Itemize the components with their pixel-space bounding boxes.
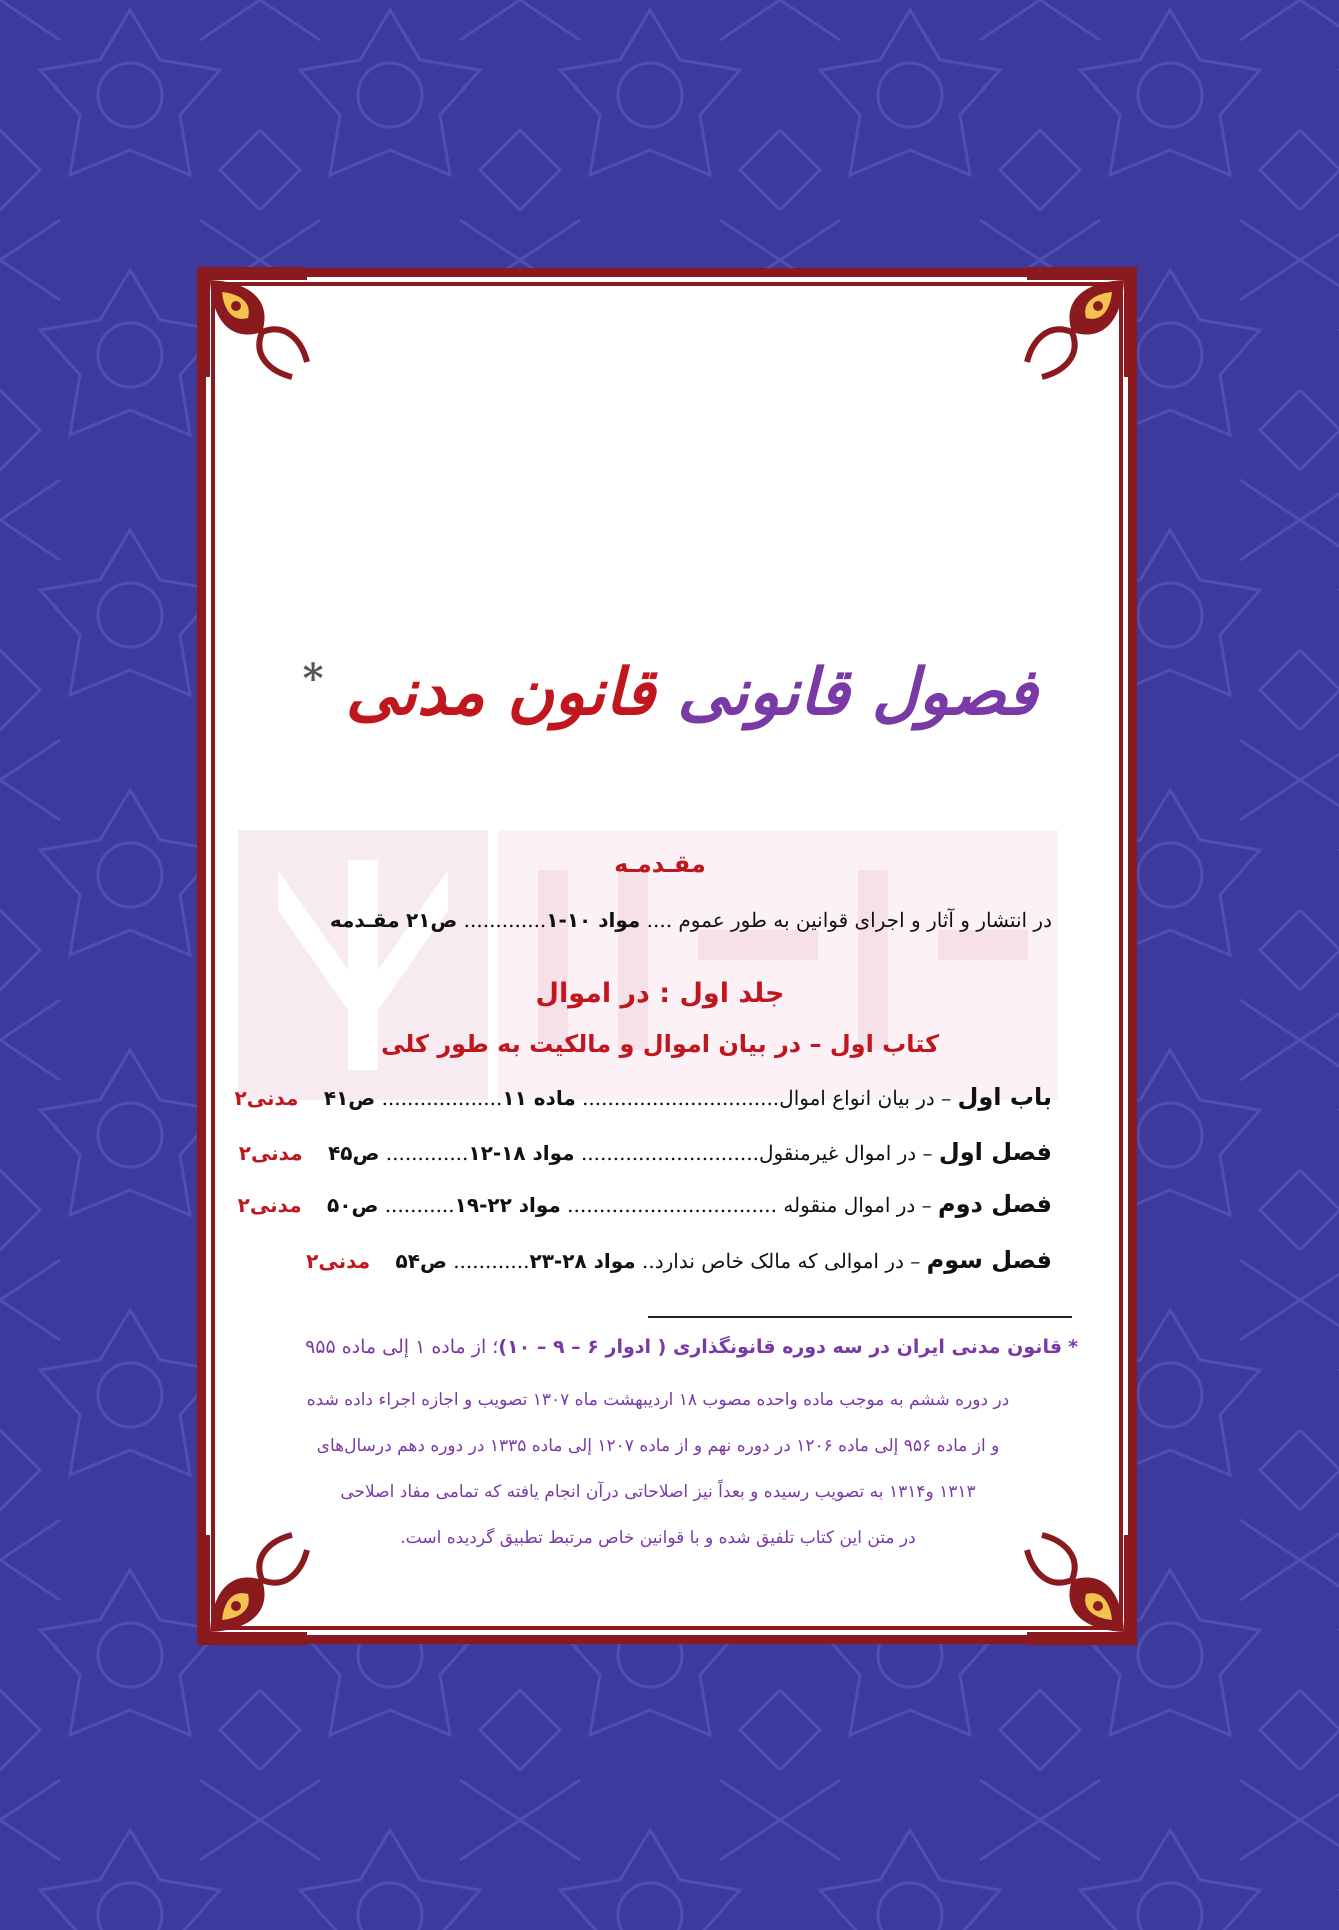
entry-dots: ............ xyxy=(453,1249,530,1273)
entry-articles: مواد ۲۸-۲۳ xyxy=(529,1249,636,1273)
footnote-star: * xyxy=(1068,1336,1078,1358)
entry-label: فصل اول xyxy=(938,1138,1052,1166)
intro-line-articles: مواد ۱۰-۱ xyxy=(546,908,641,932)
entry-text: – در اموال غیرمنقول............................ xyxy=(580,1141,933,1165)
entry-tag: مدنی۲ xyxy=(238,1141,303,1165)
corner-ornament-icon xyxy=(192,1530,312,1650)
footnote-first-line xyxy=(248,1336,1078,1358)
entry-articles: ماده ۱۱ xyxy=(502,1086,576,1110)
entry-dots: ............. xyxy=(385,1141,469,1165)
intro-line xyxy=(266,908,1052,932)
footnote-line: در متن این کتاب تلفیق شده و با قوانین خاص مرتبط تطبیق گردیده است. xyxy=(400,1528,916,1548)
intro-line-tag: مقـدمه xyxy=(329,908,400,932)
page-title xyxy=(260,655,1080,730)
title-part-1: فصول قانونی xyxy=(677,655,1038,730)
entry-text: – در اموالی که مالک خاص ندارد.. xyxy=(642,1249,921,1273)
entry-tag: مدنی۲ xyxy=(234,1086,299,1110)
title-part-2: قانون مدنی xyxy=(345,655,656,730)
title-footnote-marker: * xyxy=(302,655,324,702)
corner-ornament-icon xyxy=(1022,262,1142,382)
footnote-rest: ؛ از ماده ۱ إلی ماده ۹۵۵ xyxy=(305,1336,499,1358)
entry-tag: مدنی۲ xyxy=(306,1249,371,1273)
intro-line-text: در انتشار و آثار و اجرای قوانین به طور عموم .... xyxy=(646,908,1052,932)
toc-entry xyxy=(266,1246,1052,1274)
entry-page: ص۴۵ xyxy=(328,1141,380,1165)
entry-page: ص۵۰ xyxy=(327,1193,379,1217)
entry-text: – در بیان انواع اموال............................... xyxy=(582,1086,952,1110)
corner-ornament-icon xyxy=(192,262,312,382)
footnote-divider xyxy=(648,1316,1072,1318)
entry-text: – در اموال منقوله ................................. xyxy=(567,1193,932,1217)
footnote-line: و از ماده ۹۵۶ إلی ماده ۱۲۰۶ در دوره نهم و از ماده ۱۲۰۷ إلی ماده ۱۳۳۵ در دوره دهم درسال‌های xyxy=(316,1436,1000,1456)
entry-articles: مواد ۲۲-۱۹ xyxy=(454,1193,561,1217)
entry-dots: ................... xyxy=(381,1086,503,1110)
intro-line-page: ص۲۱ xyxy=(405,908,458,932)
toc-entry xyxy=(237,1190,1052,1218)
corner-ornament-icon xyxy=(1022,1530,1142,1650)
entry-label: باب اول xyxy=(957,1083,1052,1111)
entry-tag: مدنی۲ xyxy=(237,1193,302,1217)
footnote-line: در دوره ششم به موجب ماده واحده مصوب ۱۸ اردیبهشت ماه ۱۳۰۷ تصویب و اجازه اجراء داده شده xyxy=(306,1390,1010,1410)
entry-label: فصل سوم xyxy=(926,1246,1052,1274)
entry-label: فصل دوم xyxy=(938,1190,1052,1218)
intro-heading: مقـدمـه xyxy=(614,850,706,878)
footnote-line: ۱۳۱۳ و۱۳۱۴ به تصویب رسیده و بعداً نیز اصلاحاتی درآن انجام یافته که تمامی مفاد اصلاحی xyxy=(340,1482,976,1502)
toc-entry xyxy=(238,1138,1052,1166)
volume-heading: جلد اول : در اموال xyxy=(535,978,785,1009)
toc-entry xyxy=(234,1083,1052,1111)
entry-page: ص۵۴ xyxy=(395,1249,447,1273)
entry-articles: مواد ۱۸-۱۲ xyxy=(468,1141,575,1165)
footnote-bold: قانون مدنی ایران در سه دوره قانونگذاری ( ادوار ۶ – ۹ – ۱۰) xyxy=(498,1336,1063,1358)
entry-page: ص۴۱ xyxy=(323,1086,376,1110)
entry-dots: ........... xyxy=(384,1193,455,1217)
intro-line-dots: ............. xyxy=(463,908,547,932)
book-heading: کتاب اول – در بیان اموال و مالکیت به طور کلی xyxy=(380,1030,940,1058)
